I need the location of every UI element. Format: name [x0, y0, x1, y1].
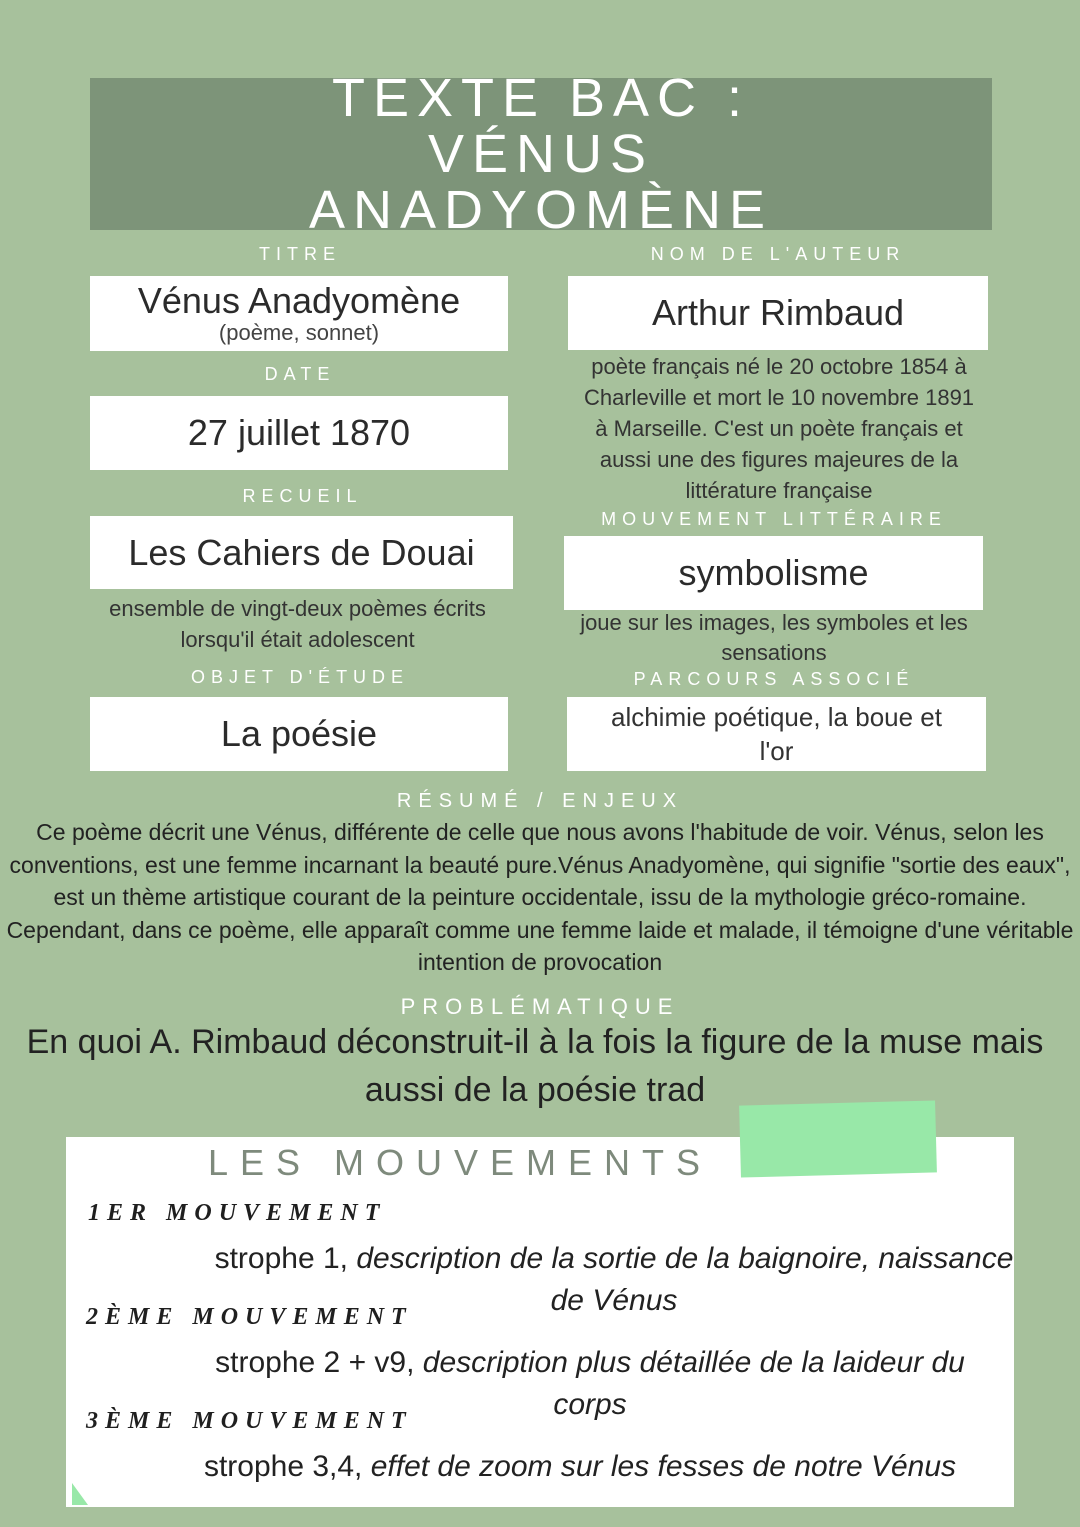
recueil-value: Les Cahiers de Douai: [128, 531, 475, 573]
problematique-text: En quoi A. Rimbaud déconstruit-il à la fois la figure de la muse mais aussi de la poésie trad: [26, 1023, 1044, 1109]
titre-sub: (poème, sonnet): [218, 319, 380, 345]
date-label: DATE: [264, 364, 336, 384]
titre-value: Vénus Anadyomène: [137, 279, 461, 321]
tape-decoration: [739, 1100, 937, 1177]
auteur-label: NOM DE L'AUTEUR: [650, 244, 906, 264]
mouvement-value: symbolisme: [678, 552, 869, 593]
mouvement-2-heading: 2ÈME MOUVEMENT: [86, 1304, 413, 1330]
page-title: TEXTE BAC : VÉNUS ANADYOMÈNE: [308, 68, 774, 240]
mouvement-3-heading: 3ÈME MOUVEMENT: [86, 1408, 413, 1434]
titre-label: TITRE: [259, 244, 341, 264]
parcours-box: [567, 697, 986, 771]
mouvement-2-text: strophe 2 + v9, description plus détaillée de la laideur du corps: [215, 1346, 965, 1421]
recueil-box: [90, 516, 513, 589]
resume-text: Ce poème décrit une Vénus, différente de celle que nous avons l'habitude de voir. Vénus, selon les conventions, est une femme incarnant la beauté pure.Vénus Anadyomène, qui signifie "sortie des eaux", est un thème artistique courant de la peinture occidentale, issu de la mythologie gréco-romaine. Cependant, dans ce poème, elle apparaît comme une femme laide et malade, il témoigne d'une véritable intention de provocation: [6, 819, 1074, 975]
auteur-box: [568, 276, 988, 350]
recueil-desc: ensemble de vingt-deux poèmes écrits lorsqu'il était adolescent: [109, 596, 486, 652]
mouvement-1-text: strophe 1, description de la sortie de la baignoire, naissance de Vénus: [214, 1242, 1014, 1317]
mouvement-1-heading: 1ER MOUVEMENT: [88, 1200, 387, 1226]
mouvement-label: MOUVEMENT LITTÉRAIRE: [601, 509, 947, 529]
resume-label: RÉSUMÉ / ENJEUX: [396, 790, 684, 812]
mouvement-box: [564, 536, 983, 610]
date-box: [90, 396, 508, 470]
auteur-desc: poète français né le 20 octobre 1854 à Charleville et mort le 10 novembre 1891 à Marseille. C'est un poète français et aussi une des figures majeures de la littérature française: [583, 354, 975, 503]
objet-value: La poésie: [220, 713, 378, 754]
recueil-label: RECUEIL: [242, 486, 363, 506]
titre-box: [90, 276, 508, 351]
objet-label: OBJET D'ÉTUDE: [190, 667, 410, 687]
parcours-label: PARCOURS ASSOCIÉ: [633, 669, 915, 689]
mouvements-title: LES MOUVEMENTS: [208, 1142, 713, 1183]
mouvement-desc: joue sur les images, les symboles et les sensations: [580, 610, 968, 665]
auteur-value: Arthur Rimbaud: [651, 292, 905, 333]
problematique-label: PROBLÉMATIQUE: [400, 994, 680, 1019]
mouvement-3-text: strophe 3,4, effet de zoom sur les fesses de notre Vénus: [203, 1450, 957, 1483]
corner-decoration: [72, 1483, 88, 1505]
title-banner: [90, 68, 992, 240]
parcours-value: alchimie poétique, la boue et l'or: [610, 702, 942, 766]
date-value: 27 juillet 1870: [187, 412, 411, 453]
objet-box: [90, 697, 508, 771]
